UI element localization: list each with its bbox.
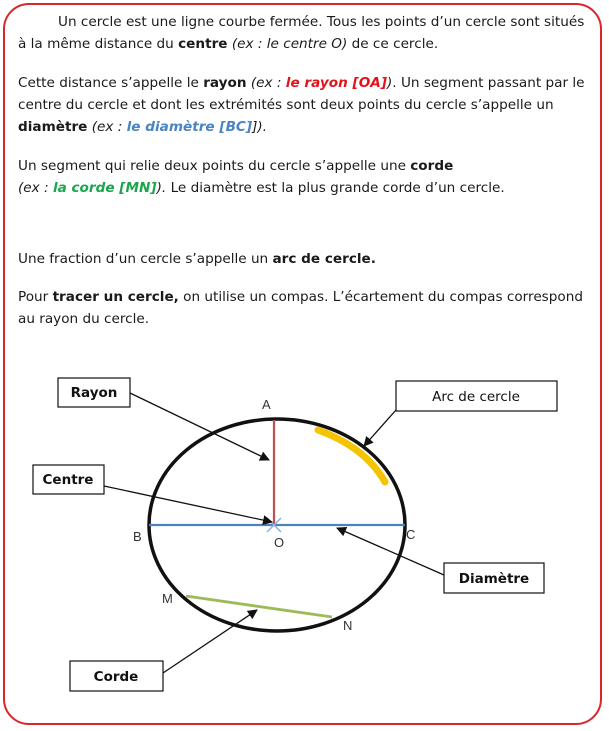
arrow-centre bbox=[104, 486, 272, 522]
arrow-diametre bbox=[337, 528, 444, 575]
example-centre: (ex : le centre O) bbox=[231, 36, 348, 52]
label-box-diametre bbox=[444, 563, 544, 593]
paragraph-circle-definition: Un cercle est une ligne courbe fermée. Tous les points d’un cercle sont situés à la même distance du centre (ex : le centre O) de ce cercle. bbox=[18, 14, 585, 52]
term-rayon: rayon bbox=[203, 75, 247, 91]
point-n-label: N bbox=[343, 618, 353, 633]
label-corde: Corde bbox=[93, 669, 139, 685]
point-c-label: C bbox=[406, 527, 416, 542]
term-centre: centre bbox=[178, 36, 228, 52]
point-a-label: A bbox=[262, 397, 271, 412]
label-box-rayon bbox=[58, 378, 130, 407]
text: Un cercle est une ligne courbe fermée. Tous les points d’un cercle sont situés à la même distance du bbox=[18, 14, 585, 52]
term-tracer: tracer un cercle, bbox=[52, 289, 179, 305]
arrow-arc bbox=[364, 410, 396, 446]
term-corde: corde bbox=[410, 158, 454, 174]
point-m-label: M bbox=[162, 591, 173, 606]
paragraph-chord: Un segment qui relie deux points du cercle s’appelle une corde (ex : la corde [MN]). Le diamètre est la plus grande corde d’un cercle. bbox=[18, 158, 505, 196]
paragraph-radius-diameter: Cette distance s’appelle le rayon (ex : le rayon [OA]). Un segment passant par le centre du cercle et dont les extrémités sont deux points du cercle s’appelle un diamètre (ex : le diamètre [BC]]). bbox=[18, 75, 585, 135]
label-arc: Arc de cercle bbox=[432, 389, 520, 405]
arrow-rayon bbox=[130, 393, 269, 460]
point-o-label: O bbox=[274, 535, 285, 550]
example-rayon: le rayon [OA] bbox=[285, 75, 387, 91]
point-b-label: B bbox=[133, 529, 142, 544]
paragraph-compass: Pour tracer un cercle, on utilise un compas. L’écartement du compas correspond au rayon du cercle. bbox=[18, 289, 583, 327]
label-centre: Centre bbox=[42, 472, 94, 488]
example-diametre: le diamètre [BC] bbox=[126, 119, 253, 135]
example-corde: la corde [MN] bbox=[52, 180, 157, 196]
arrow-corde bbox=[163, 610, 257, 673]
label-rayon: Rayon bbox=[70, 385, 118, 401]
term-diametre: diamètre bbox=[18, 119, 88, 135]
label-box-arc bbox=[396, 381, 557, 411]
label-box-centre bbox=[33, 465, 104, 494]
label-box-corde bbox=[70, 661, 163, 691]
paragraph-arc: Une fraction d’un cercle s’appelle un arc de cercle. bbox=[18, 251, 376, 267]
term-arc: arc de cercle. bbox=[272, 251, 376, 267]
label-diametre: Diamètre bbox=[458, 571, 530, 587]
